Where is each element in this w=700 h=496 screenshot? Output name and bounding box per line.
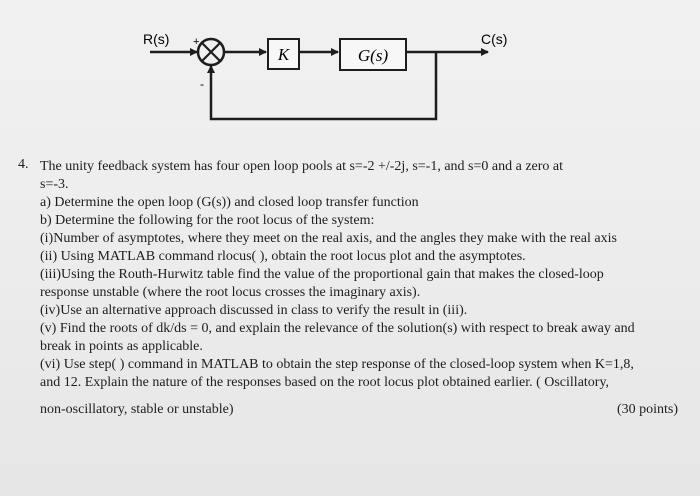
subpart-i-text: (i)Number of asymptotes, where they meet on the real axis, and the angles they make with the real axis [40,231,617,246]
sum-plus-sign: + [193,36,200,48]
output-label: C(s) [481,31,508,47]
question-number: 4. [18,157,29,172]
sum-minus-sign: - [200,77,204,91]
subpart-vi-text: (vi) Use step( ) command in MATLAB to obtain the step response of the closed-loop system when K=1,8, [40,357,634,372]
subpart-v-text-cont: break in points as applicable. [40,339,203,354]
summing-junction [198,39,224,65]
subpart-v-text: (v) Find the roots of dk/ds = 0, and explain the relevance of the solution(s) with respect to break away and [40,321,635,336]
subpart-iii-text: (iii)Using the Routh-Hurwitz table find the value of the proportional gain that makes the closed-loop [40,267,604,282]
subpart-ii-text: (ii) Using MATLAB command rlocus( ), obtain the root locus plot and the asymptotes. [40,249,526,264]
subpart-vi-text-end: non-oscillatory, stable or unstable) [40,402,234,417]
part-a-text: a) Determine the open loop (G(s)) and closed loop transfer function [40,195,419,210]
points-label: (30 points) [616,402,678,417]
subpart-vi-text-cont: and 12. Explain the nature of the responses based on the root locus plot obtained earlier. ( Oscillatory, [40,375,610,390]
subpart-iv-text: (iv)Use an alternative approach discussed in class to verify the result in (iii). [40,303,468,318]
input-label: R(s) [143,31,170,47]
plant-label: G(s) [357,46,389,65]
question-text-line: The unity feedback system has four open loop pools at s=-2 +/-2j, s=-1, and s=0 and a zero at [40,159,564,174]
block-diagram [0,0,700,140]
question-text-line: s=-3. [40,177,69,192]
part-b-text: b) Determine the following for the root locus of the system: [40,213,375,228]
subpart-iii-text-cont: response unstable (where the root locus crosses the imaginary axis). [40,285,421,300]
controller-label: K [277,45,290,64]
